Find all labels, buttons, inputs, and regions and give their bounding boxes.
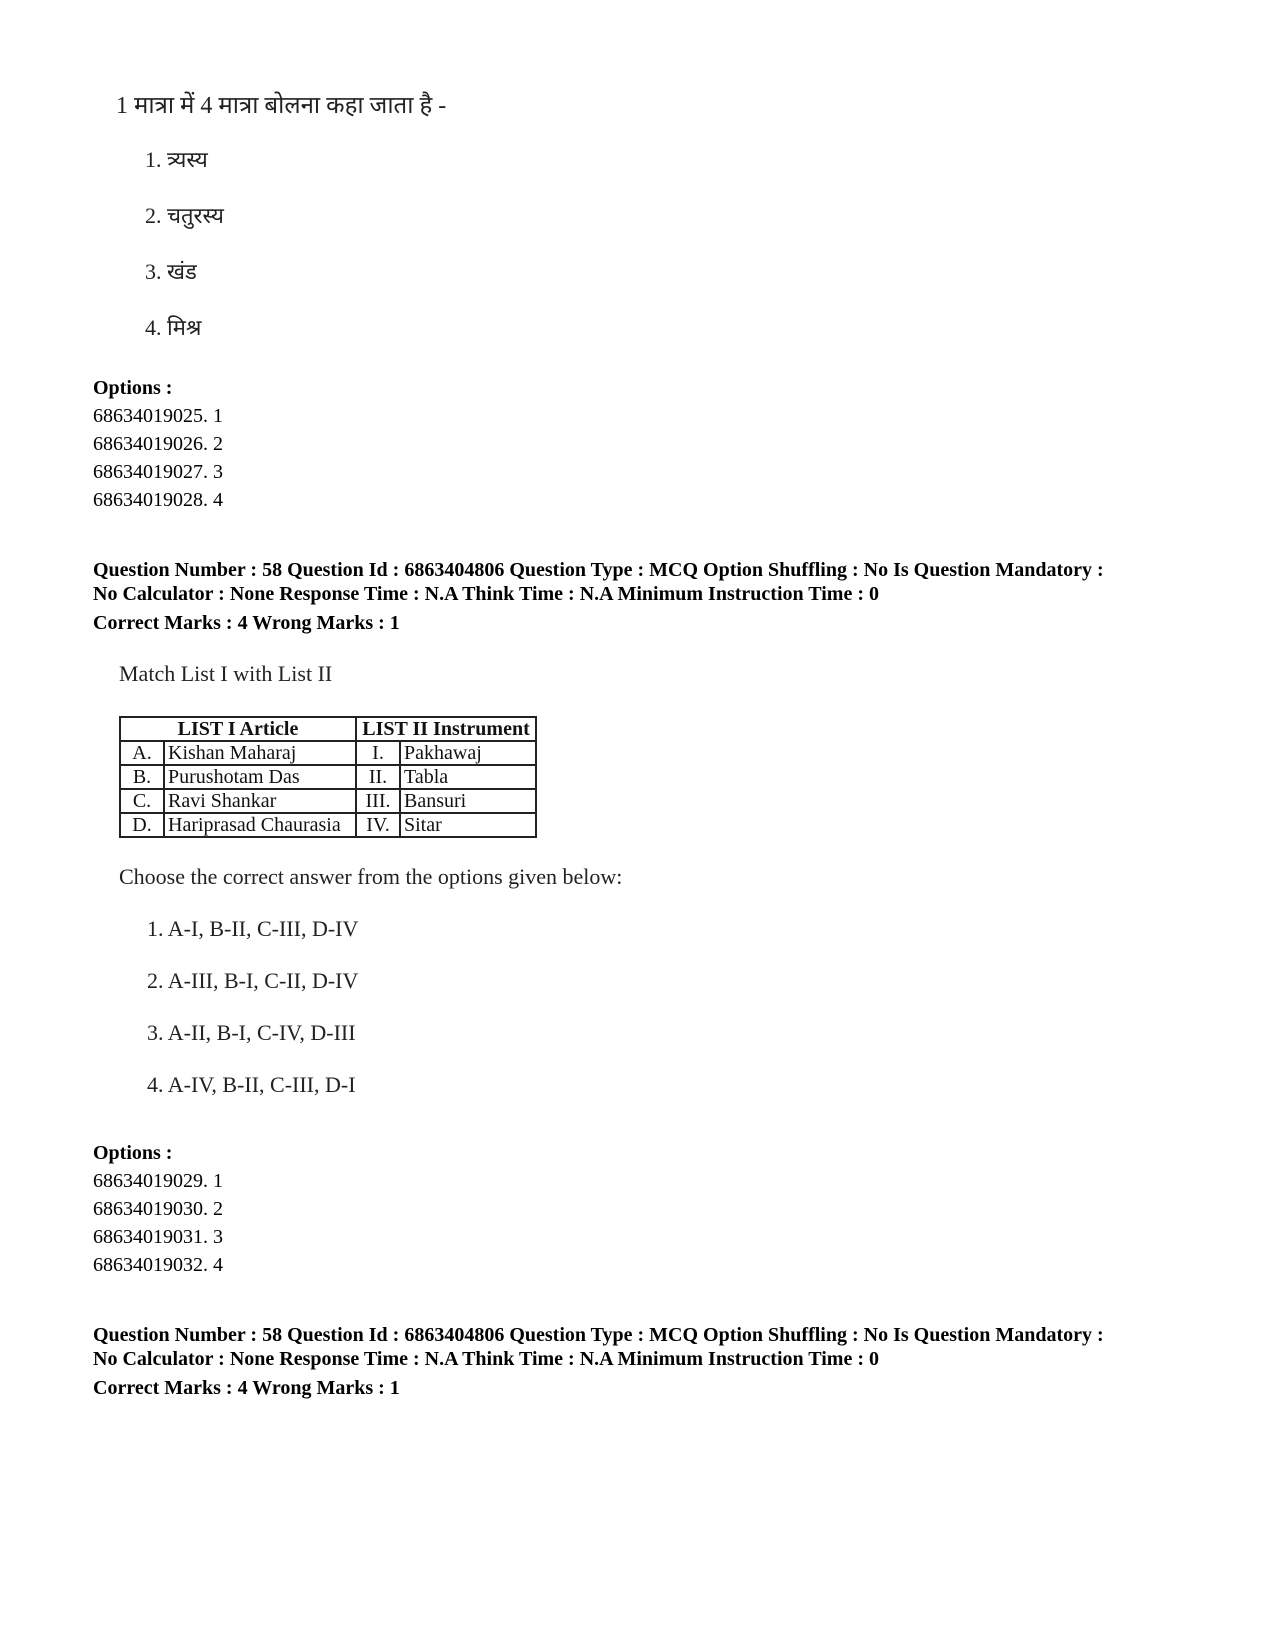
row-article: Hariprasad Chaurasia (164, 813, 356, 837)
option-item: 68634019032. 4 (93, 1254, 223, 1276)
row-instrument: Pakhawaj (400, 741, 536, 765)
question-meta-line1: Question Number : 58 Question Id : 6863404806 Question Type : MCQ Option Shuffling : No Is Question Mandatory : (93, 1324, 1104, 1346)
table-row (120, 813, 536, 837)
match-table (119, 716, 537, 838)
options-label: Options : (93, 377, 173, 399)
row-numeral: IV. (356, 813, 400, 837)
choose-instruction: Choose the correct answer from the options given below: (119, 864, 623, 889)
list1-header: LIST I Article (120, 717, 356, 741)
match-intro: Match List I with List II (119, 661, 333, 686)
option-item: 68634019028. 4 (93, 489, 223, 511)
option-item: 68634019025. 1 (93, 405, 223, 427)
options-list (93, 402, 223, 514)
table-row (120, 741, 536, 765)
row-letter: C. (120, 789, 164, 813)
options-label: Options : (93, 1142, 173, 1164)
option-item: 68634019027. 3 (93, 461, 223, 483)
row-article: Kishan Maharaj (164, 741, 356, 765)
table-row (120, 765, 536, 789)
choice-2: 2. A-III, B-I, C-II, D-IV (147, 968, 359, 993)
row-instrument: Bansuri (400, 789, 536, 813)
list2-header: LIST II Instrument (356, 717, 536, 741)
marks-line: Correct Marks : 4 Wrong Marks : 1 (93, 1377, 400, 1399)
choice-1: 1. त्र्यस्य (145, 147, 208, 172)
choice-3: 3. A-II, B-I, C-IV, D-III (147, 1020, 356, 1045)
option-item: 68634019029. 1 (93, 1170, 223, 1192)
row-letter: A. (120, 741, 164, 765)
option-item: 68634019031. 3 (93, 1226, 223, 1248)
options-list (93, 1167, 223, 1279)
choice-4: 4. मिश्र (145, 315, 202, 340)
row-numeral: II. (356, 765, 400, 789)
row-numeral: III. (356, 789, 400, 813)
row-article: Ravi Shankar (164, 789, 356, 813)
table-row (120, 789, 536, 813)
question-text-hindi: 1 मात्रा में 4 मात्रा बोलना कहा जाता है - (116, 93, 447, 119)
marks-line: Correct Marks : 4 Wrong Marks : 1 (93, 612, 400, 634)
choice-4: 4. A-IV, B-II, C-III, D-I (147, 1072, 356, 1097)
question-meta-line2: No Calculator : None Response Time : N.A Think Time : N.A Minimum Instruction Time : 0 (93, 1348, 879, 1370)
row-numeral: I. (356, 741, 400, 765)
row-instrument: Sitar (400, 813, 536, 837)
question-meta-line2: No Calculator : None Response Time : N.A Think Time : N.A Minimum Instruction Time : 0 (93, 583, 879, 605)
question-meta-line1: Question Number : 58 Question Id : 6863404806 Question Type : MCQ Option Shuffling : No Is Question Mandatory : (93, 559, 1104, 581)
choice-3: 3. खंड (145, 259, 197, 284)
choice-1: 1. A-I, B-II, C-III, D-IV (147, 916, 359, 941)
option-item: 68634019030. 2 (93, 1198, 223, 1220)
option-item: 68634019026. 2 (93, 433, 223, 455)
row-article: Purushotam Das (164, 765, 356, 789)
row-letter: D. (120, 813, 164, 837)
row-letter: B. (120, 765, 164, 789)
choice-2: 2. चतुरस्य (145, 203, 224, 228)
table-header-row (120, 717, 536, 741)
row-instrument: Tabla (400, 765, 536, 789)
